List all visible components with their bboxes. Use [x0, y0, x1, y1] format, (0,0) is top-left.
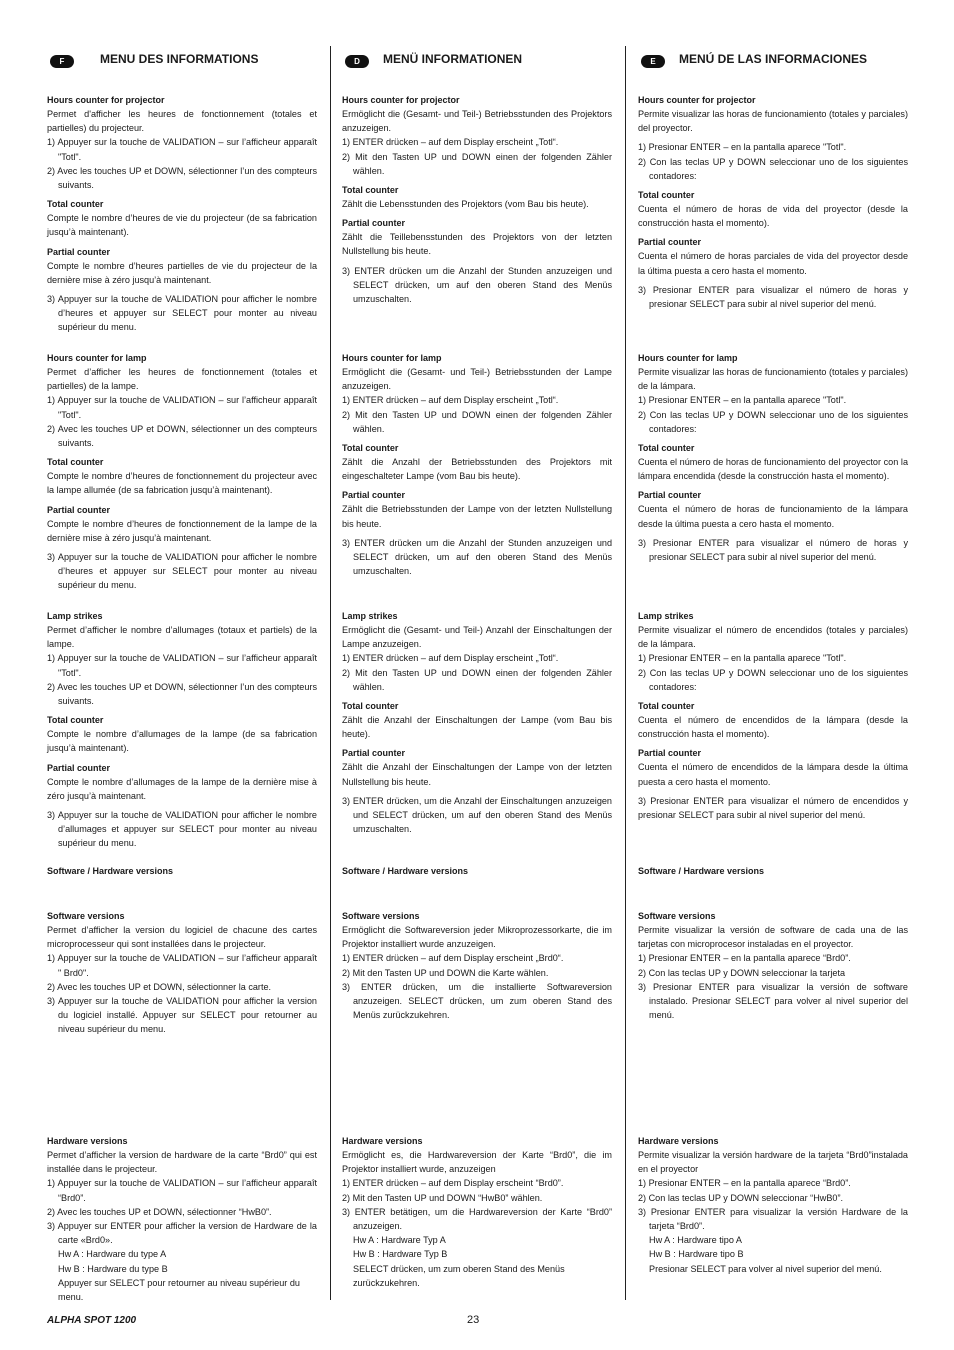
step-item: 3) ENTER drücken um die Anzahl der Stunden anzuzeigen und SELECT drücken, um auf den oberen Stand des Menüs umzuschalten. — [342, 537, 612, 577]
paragraph: Zählt die Anzahl der Einschaltungen der Lampe (vom Bau bis heute). — [342, 715, 612, 740]
paragraph: Zählt die Teillebensstunden des Projektors von der letzten Nullstellung bis heute. — [342, 232, 612, 257]
step-item: 2) Avec les touches UP et DOWN, sélectionner un des compteurs suivants. — [47, 423, 317, 449]
section-block — [47, 1134, 317, 1304]
subheading: Partial counter — [638, 490, 702, 501]
paragraph: Permite visualizar las horas de funcionamiento (totales y parciales) del proyector. — [638, 109, 908, 134]
step-item: 3) Presionar ENTER para visualizar la versión Hardware de la tarjeta “Brd0”. — [638, 1206, 908, 1232]
step-item: 3) Appuyer sur la touche de VALIDATION pour afficher le nombre d’heures et appuyer sur SELECT pour monter au niveau supérieur du menu. — [47, 294, 317, 333]
section-title: Hardware versions — [47, 1136, 128, 1146]
paragraph: Ermöglicht die (Gesamt- und Teil-) Betriebsstunden der Lampe anzuzeigen. — [342, 367, 612, 392]
paragraph: Permet d’afficher les heures de fonctionnement (totales et partielles) de la lampe. — [47, 367, 317, 392]
paragraph: Compte le nombre d’allumages de la lampe (de sa fabrication jusqu’à maintenant). — [47, 729, 317, 754]
indented-line: Hw B : Hardware Typ B — [353, 1249, 448, 1260]
section-title: Hours counter for projector — [47, 95, 165, 105]
section-title: Hours counter for lamp — [47, 353, 147, 363]
column-header — [47, 52, 317, 70]
paragraph: Cuenta el número de horas parciales de vida del proyector desde la última puesta a cero hasta el momento. — [638, 251, 908, 276]
section-title: Software / Hardware versions — [47, 866, 174, 876]
section-title: Hours counter for projector — [638, 95, 756, 105]
step-item: 2) Avec les touches UP et DOWN, sélectionner l’un des compteurs suivants. — [47, 165, 317, 191]
section-block — [47, 909, 317, 1037]
subheading: Partial counter — [342, 218, 406, 229]
step-item: 3) Presionar ENTER para visualizar la versión de software instalado. Presionar SELECT para volver al nivel superior del menú. — [638, 981, 908, 1021]
step-item: 1) Presionar ENTER – en la pantalla aparece "Totl". — [638, 653, 847, 664]
section-block — [342, 351, 612, 578]
paragraph: Ermöglicht die Softwareversion jeder Mikroprozessorkarte, die im Projektor installiert wurde anzuzeigen. — [342, 925, 612, 950]
column-french — [47, 52, 317, 1303]
model-name: ALPHA SPOT 1200 — [47, 1315, 137, 1326]
paragraph: Compte le nombre d’heures de fonctionnement du projecteur avec la lampe allumée (de sa fabrication jusqu’à maintenant). — [47, 471, 317, 496]
subheading: Total counter — [342, 701, 399, 712]
section-block — [47, 93, 317, 335]
indented-line: Appuyer sur SELECT pour retourner au niveau supérieur du menu. — [58, 1277, 300, 1303]
subheading: Partial counter — [342, 748, 406, 759]
step-item: 3) Presionar ENTER para visualizar el número de horas y presionar SELECT para subir al nivel superior del menú. — [638, 284, 908, 310]
indented-line: SELECT drücken, um zum oberen Stand des Menüs zurückzukehren. — [353, 1263, 565, 1288]
subheading: Total counter — [342, 443, 399, 454]
section-title: Software versions — [638, 911, 716, 921]
paragraph: Permite visualizar la versión de software de cada una de las tarjetas con microprocesor instaladas en el proyector. — [638, 925, 908, 950]
section-heading: MENU DES INFORMATIONS — [100, 52, 259, 66]
step-item: 3) ENTER betätigen, um die Hardwareversion der Karte “Brd0” anzuzeigen. — [342, 1206, 612, 1232]
paragraph: Permite visualizar las horas de funcionamiento (totales y parciales) de la lámpara. — [638, 367, 908, 392]
section-block — [342, 609, 612, 836]
section-heading: MENÜ INFORMATIONEN — [383, 52, 523, 66]
paragraph: Cuenta el número de encendidos de la lámpara (desde la construcción hasta el momento). — [638, 715, 908, 740]
paragraph: 1) ENTER drücken – auf dem Display erscheint “Brd0”. — [342, 1178, 564, 1189]
subheading: Total counter — [342, 185, 399, 196]
step-item: 3) ENTER drücken um die Anzahl der Stunden anzuzeigen und SELECT drücken, um auf den oberen Stand des Menüs umzuschalten. — [342, 265, 612, 305]
section-block — [638, 864, 908, 878]
paragraph: Cuenta el número de encendidos de la lámpara desde la última puesta a cero hasta el momento. — [638, 762, 908, 787]
subheading: Total counter — [638, 701, 695, 712]
paragraph: Cuenta el número de horas de funcionamiento de la lámpara desde la última puesta a cero hasta el momento. — [638, 504, 908, 529]
subheading: Total counter — [47, 199, 104, 210]
section-title: Software / Hardware versions — [638, 866, 765, 876]
language-badge: D — [345, 55, 369, 68]
section-title: Hours counter for projector — [342, 95, 460, 105]
step-item: 2) Mit den Tasten UP und DOWN einen der folgenden Zähler wählen. — [342, 667, 612, 692]
section-title: Lamp strikes — [342, 611, 398, 621]
indented-line: Hw A : Hardware Typ A — [353, 1235, 446, 1246]
paragraph: 3) Presionar ENTER para visualizar el número de encendidos y presionar SELECT para subir al nivel superior del menú. — [638, 795, 908, 821]
subheading: Total counter — [47, 715, 104, 726]
section-block — [638, 351, 908, 564]
section-block — [342, 1134, 612, 1290]
subheading: Total counter — [638, 190, 695, 201]
section-title: Lamp strikes — [47, 611, 103, 621]
step-item: 2) Avec les touches UP et DOWN, sélectionner l’un des compteurs suivants. — [47, 681, 317, 707]
step-item: 2) Mit den Tasten UP und DOWN einen der folgenden Zähler wählen. — [342, 151, 612, 176]
subheading: Partial counter — [342, 490, 406, 501]
language-badge: E — [641, 55, 665, 68]
paragraph: Permite visualizar el número de encendidos (totales y parciales) de la lámpara. — [638, 625, 908, 650]
paragraph: Permet d’afficher la version du logiciel de chacune des cartes microprocesseur qui sont installées dans le projecteur. — [47, 925, 317, 950]
paragraph: 1) ENTER drücken – auf dem Display erscheint „Brd0“. — [342, 953, 564, 964]
indented-line: Hw B : Hardware tipo B — [649, 1249, 744, 1260]
step-item: 2) Mit den Tasten UP und DOWN einen der folgenden Zähler wählen. — [342, 409, 612, 434]
section-block — [47, 609, 317, 851]
paragraph: Compte le nombre d’heures de fonctionnement de la lampe de la dernière mise à zéro jusqu’à maintenant. — [47, 518, 317, 543]
paragraph: Ermöglicht die (Gesamt- und Teil-) Betriebsstunden des Projektors anzuzeigen. — [342, 109, 612, 134]
subheading: Total counter — [47, 457, 104, 468]
indented-line: Presionar SELECT para volver al nivel superior del menú. — [649, 1263, 882, 1274]
section-block — [342, 909, 612, 1022]
section-title: Hardware versions — [638, 1136, 719, 1146]
step-item: 3) Appuyer sur la touche de VALIDATION pour afficher le nombre d’heures et appuyer sur SELECT pour monter au niveau supérieur du menu. — [47, 552, 317, 591]
step-item: 3) Appuyer sur la touche de VALIDATION pour afficher la version du logiciel installé. Appuyer sur SELECT pour retourner au niveau supérieur du menu. — [47, 996, 317, 1035]
step-item: 1) Appuyer sur la touche de VALIDATION – sur l’afficheur apparaît "Totl". — [47, 653, 317, 678]
section-title: Hardware versions — [342, 1136, 423, 1146]
language-badge: F — [50, 55, 74, 68]
paragraph: 1) Presionar ENTER – en la pantalla aparece “Brd0”. — [638, 1178, 851, 1189]
step-item: 2) Con las teclas UP y DOWN seleccionar uno de los siguientes contadores: — [638, 156, 908, 181]
section-block — [638, 609, 908, 822]
step-item: 1) Appuyer sur la touche de VALIDATION – sur l’afficheur apparaît "Totl". — [47, 137, 317, 162]
step-item: 3) Appuyer sur la touche de VALIDATION pour afficher le nombre d’allumages et appuyer sur SELECT pour monter au niveau supérieur du menu. — [47, 810, 317, 849]
section-block — [638, 93, 908, 311]
step-item: 1) Appuyer sur la touche de VALIDATION – sur l’afficheur apparaît "Totl". — [47, 395, 317, 420]
subheading: Partial counter — [47, 504, 111, 515]
step-item: 1) Presionar ENTER – en la pantalla aparece "Totl". — [638, 395, 847, 406]
subheading: Total counter — [638, 443, 695, 454]
paragraph: 1) ENTER drücken – auf dem Display erscheint „Totl“. — [342, 395, 559, 406]
step-item: 1) Appuyer sur la touche de VALIDATION – sur l’afficheur apparaît “Brd0”. — [47, 1178, 317, 1203]
step-item: 2) Avec les touches UP et DOWN, sélectionner la carte. — [47, 981, 272, 992]
paragraph: Compte le nombre d’allumages de la lampe de la dernière mise à zéro jusqu’à maintenant. — [47, 776, 317, 801]
step-item: 1) Presionar ENTER – en la pantalla aparece "Totl". — [638, 142, 847, 153]
section-heading: MENÚ DE LAS INFORMACIONES — [679, 52, 868, 66]
step-item: 3) ENTER drücken, um die Anzahl der Einschaltungen anzuzeigen und SELECT drücken, um auf den oberen Stand des Menüs umzuschalten. — [342, 795, 612, 835]
paragraph: Permet d’afficher la version de hardware de la carte “Brd0” qui est installée dans le projecteur. — [47, 1150, 317, 1175]
section-block — [47, 864, 317, 878]
section-block — [342, 864, 612, 878]
paragraph: Cuenta el número de horas de vida del proyector (desde la construcción hasta el momento). — [638, 204, 908, 229]
paragraph: Zählt die Betriebsstunden der Lampe von der letzten Nullstellung bis heute. — [342, 504, 612, 529]
section-title: Hours counter for lamp — [638, 353, 738, 363]
indented-line: Hw A : Hardware tipo A — [649, 1235, 743, 1246]
step-item: 2) Con las teclas UP y DOWN seleccionar uno de los siguientes contadores: — [638, 409, 908, 434]
subheading: Partial counter — [638, 237, 702, 248]
column-spanish — [638, 52, 908, 1274]
paragraph: Compte le nombre d’heures partielles de vie du projecteur de la dernière mise à zéro jusqu’à maintenant. — [47, 260, 317, 285]
section-title: Software versions — [342, 911, 420, 921]
indented-line: Hw A : Hardware du type A — [58, 1249, 167, 1260]
subheading: Partial counter — [638, 748, 702, 759]
paragraph: Cuenta el número de horas de funcionamiento del proyector con la lámpara encendida (desde la construcción hasta el momento). — [638, 457, 908, 482]
paragraph: Permet d’afficher le nombre d’allumages (totaux et partiels) de la lampe. — [47, 625, 317, 650]
paragraph: Ermöglicht es, die Hardwareversion der Karte “Brd0”, die im Projektor installiert wurde, anzuzeigen — [342, 1150, 612, 1175]
paragraph: Zählt die Anzahl der Einschaltungen der Lampe von der letzten Nullstellung bis heute. — [342, 762, 612, 787]
section-block — [342, 93, 612, 306]
step-item: 2) Con las teclas UP y DOWN seleccionar uno de los siguientes contadores: — [638, 667, 908, 692]
paragraph: Ermöglicht die (Gesamt- und Teil-) Anzahl der Einschaltungen der Lampe anzuzeigen. — [342, 625, 612, 650]
step-item: 3) ENTER drücken, um die installierte Softwareversion anzuzeigen. SELECT drücken, um zum oberen Stand des Menüs zurückzukehren. — [342, 981, 612, 1021]
section-block — [47, 351, 317, 593]
subheading: Partial counter — [47, 762, 111, 773]
paragraph: 1) Presionar ENTER – en la pantalla aparece “Brd0”. — [638, 953, 851, 964]
indented-line: Hw B : Hardware du type B — [58, 1263, 168, 1274]
page-number: 23 — [467, 1314, 480, 1326]
section-block — [638, 1134, 908, 1276]
column-german — [342, 52, 612, 1288]
step-item: 3) Appuyer sur ENTER pour afficher la version de Hardware de la carte «Brd0». — [47, 1221, 317, 1246]
paragraph: Zählt die Lebensstunden des Projektors (vom Bau bis heute). — [342, 199, 589, 210]
paragraph: Permet d'afficher les heures de fonctionnement (totales et partielles) du projecteur. — [47, 109, 317, 134]
column-header — [342, 52, 612, 70]
column-divider-2 — [625, 46, 626, 1300]
section-title: Software versions — [47, 911, 125, 921]
column-header — [638, 52, 908, 70]
step-item: 3) Presionar ENTER para visualizar el número de horas y presionar SELECT para subir al nivel superior del menú. — [638, 537, 908, 563]
section-block — [638, 909, 908, 1022]
paragraph: Permite visualizar la versión hardware de la tarjeta “Brd0”instalada en el proyector — [638, 1150, 908, 1175]
paragraph: 2) Mit den Tasten UP und DOWN die Karte wählen. — [342, 967, 549, 978]
paragraph: 2) Con las teclas UP y DOWN seleccionar “HwB0”. — [638, 1192, 844, 1203]
section-title: Hours counter for lamp — [342, 353, 442, 363]
paragraph: 2) Con las teclas UP y DOWN seleccionar la tarjeta — [638, 967, 846, 978]
paragraph: Compte le nombre d’heures de vie du projecteur (de sa fabrication jusqu’à maintenant). — [47, 213, 317, 238]
paragraph: 2) Mit den Tasten UP und DOWN “HwB0” wählen. — [342, 1192, 543, 1203]
paragraph: 1) ENTER drücken – auf dem Display erscheint „Totl“. — [342, 653, 559, 664]
column-divider-1 — [330, 46, 331, 1300]
paragraph: Zählt die Anzahl der Betriebsstunden des Projektors mit eingeschalteter Lampe (vom Bau bis heute). — [342, 457, 612, 482]
subheading: Partial counter — [47, 246, 111, 257]
step-item: 2) Avec les touches UP et DOWN, sélectionner “HwB0”. — [47, 1206, 272, 1217]
paragraph: 1) ENTER drücken – auf dem Display erscheint „Totl“. — [342, 137, 559, 148]
section-title: Lamp strikes — [638, 611, 694, 621]
step-item: 1) Appuyer sur la touche de VALIDATION – sur l’afficheur apparaît " Brd0". — [47, 953, 317, 978]
section-title: Software / Hardware versions — [342, 866, 469, 876]
